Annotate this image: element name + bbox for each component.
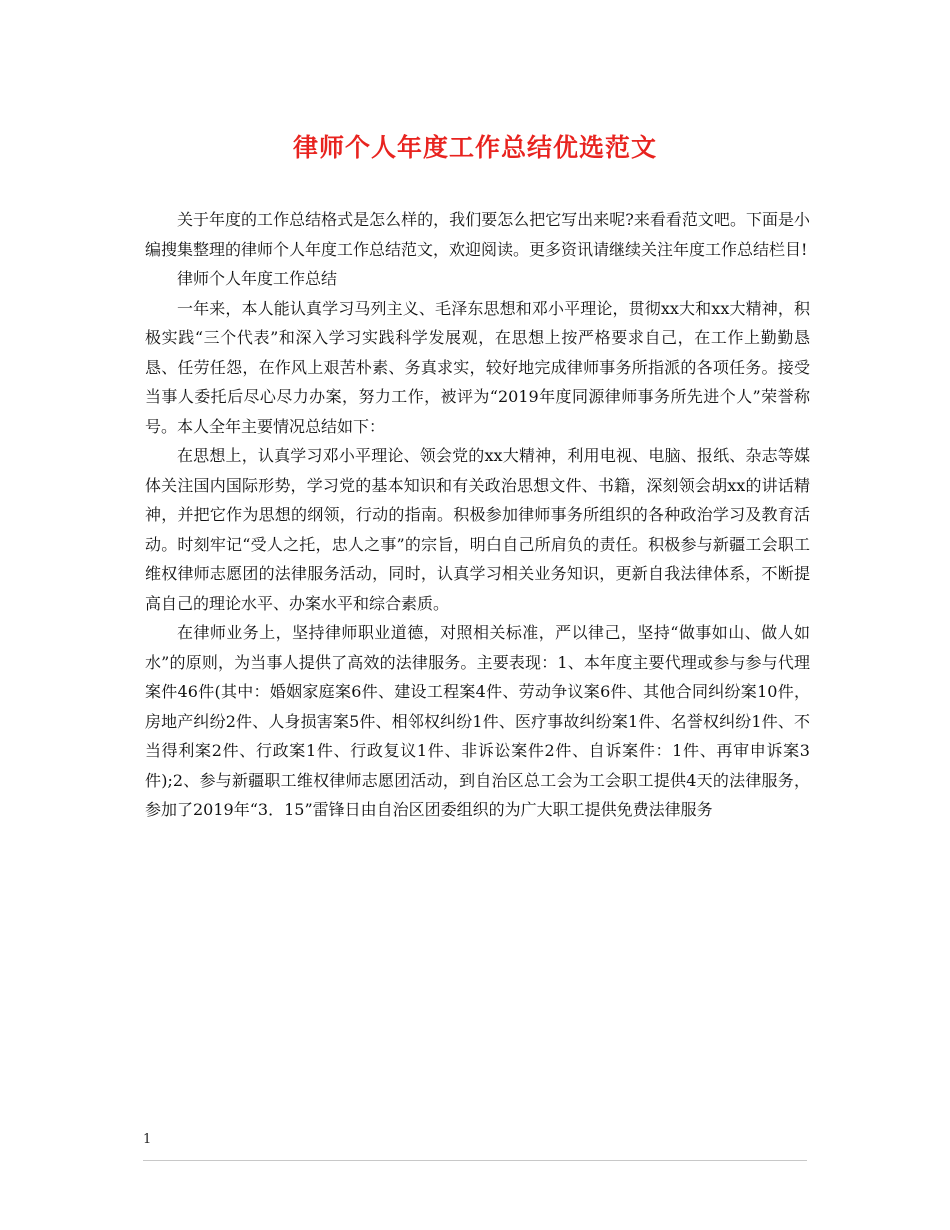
paragraph-overview: 一年来，本人能认真学习马列主义、毛泽东思想和邓小平理论，贯彻xx大和xx大精神，积极实践“三个代表”和深入学习实践科学发展观，在思想上按严格要求自己，在工作上勤勤恳恳、任劳任怨，在作风上艰苦朴素、务真求实，较好地完成律师事务所指派的各项任务。接受当事人委托后尽心尽力办案，努力工作，被评为“2019年度同源律师事务所先进个人”荣誉称号。本人全年主要情况总结如下：	[145, 298, 810, 436]
document-title: 律师个人年度工作总结优选范文	[292, 133, 657, 162]
document-body	[145, 205, 810, 825]
paragraph-subtitle: 律师个人年度工作总结	[177, 269, 338, 288]
paragraph-ideology: 在思想上，认真学习邓小平理论、领会党的xx大精神，利用电视、电脑、报纸、杂志等媒体关注国内国际形势，学习党的基本知识和有关政治思想文件、书籍，深刻领会胡xx的讲话精神，并把它作为思想的纲领，行动的指南。积极参加律师事务所组织的各种政治学习及教育活动。时刻牢记“受人之托，忠人之事”的宗旨，明白自己所肩负的责任。积极参与新疆工会职工维权律师志愿团的法律服务活动，同时，认真学习相关业务知识，更新自我法律体系，不断提高自己的理论水平、办案水平和综合素质。	[145, 446, 810, 613]
paragraph-business: 在律师业务上，坚持律师职业道德，对照相关标准，严以律己，坚持“做事如山、做人如水”的原则，为当事人提供了高效的法律服务。主要表现：1、本年度主要代理或参与参与代理案件46件(其中：婚姻家庭案6件、建设工程案4件、劳动争议案6件、其他合同纠纷案10件，房地产纠纷2件、人身损害案5件、相邻权纠纷1件、医疗事故纠纷案1件、名誉权纠纷1件、不当得利案2件、行政案1件、行政复议1件、非诉讼案件2件、自诉案件：1件、再审申诉案3件);2、参与新疆职工维权律师志愿团活动，到自治区总工会为工会职工提供4天的法律服务，参加了2019年“3．15”雷锋日由自治区团委组织的为广大职工提供免费法律服务	[145, 623, 810, 819]
footer-divider	[143, 1160, 807, 1161]
page-number: 1	[143, 1132, 152, 1147]
paragraph-intro: 关于年度的工作总结格式是怎么样的，我们要怎么把它写出来呢?来看看范文吧。下面是小编搜集整理的律师个人年度工作总结范文，欢迎阅读。更多资讯请继续关注年度工作总结栏目!	[145, 210, 810, 259]
